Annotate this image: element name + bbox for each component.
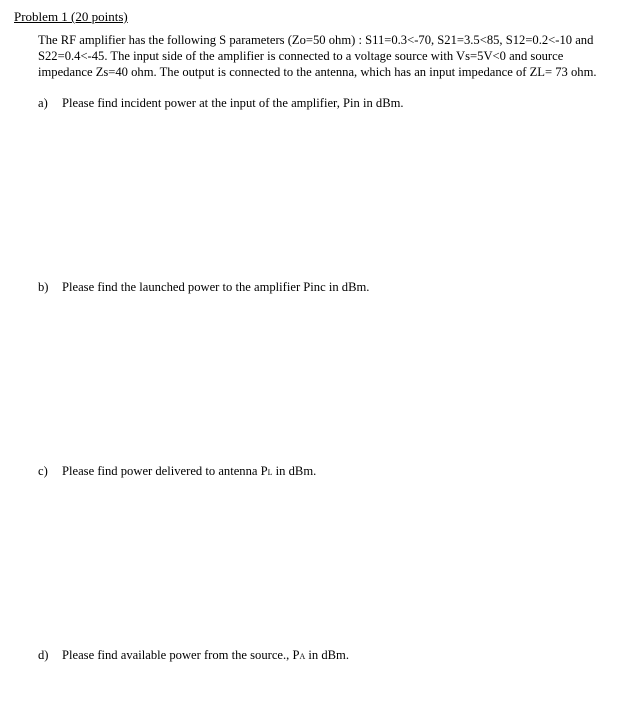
problem-statement (38, 32, 632, 80)
statement-line: impedance Zs=40 ohm. The output is connected to the antenna, which has an input impedance of ZL= 73 ohm. (38, 65, 597, 79)
question-label: d) (38, 648, 49, 662)
question-label: b) (38, 280, 49, 294)
question-label: c) (38, 464, 48, 478)
question-text: Please find available power from the source., P (62, 648, 300, 662)
question-b (38, 279, 369, 295)
question-c (38, 463, 316, 481)
question-label: a) (38, 96, 48, 110)
problem-title: Problem 1 (20 points) (14, 9, 128, 24)
question-text-suffix: in dBm. (305, 648, 349, 662)
question-text: Please find incident power at the input of the amplifier, Pin in dBm. (62, 96, 404, 110)
question-text: Please find the launched power to the amplifier Pinc in dBm. (62, 280, 370, 294)
statement-line: S22=0.4<-45. The input side of the amplifier is connected to a voltage source with Vs=5V<0 and source (38, 49, 564, 63)
subscript: A (299, 652, 306, 661)
statement-line: The RF amplifier has the following S parameters (Zo=50 ohm) : S11=0.3<-70, S21=3.5<85, S12=0.2<-10 and (38, 33, 594, 47)
subscript: L (267, 468, 273, 477)
question-d (38, 647, 349, 665)
question-a (38, 95, 404, 111)
question-text: Please find power delivered to antenna P (62, 464, 268, 478)
question-text-suffix: in dBm. (272, 464, 317, 478)
